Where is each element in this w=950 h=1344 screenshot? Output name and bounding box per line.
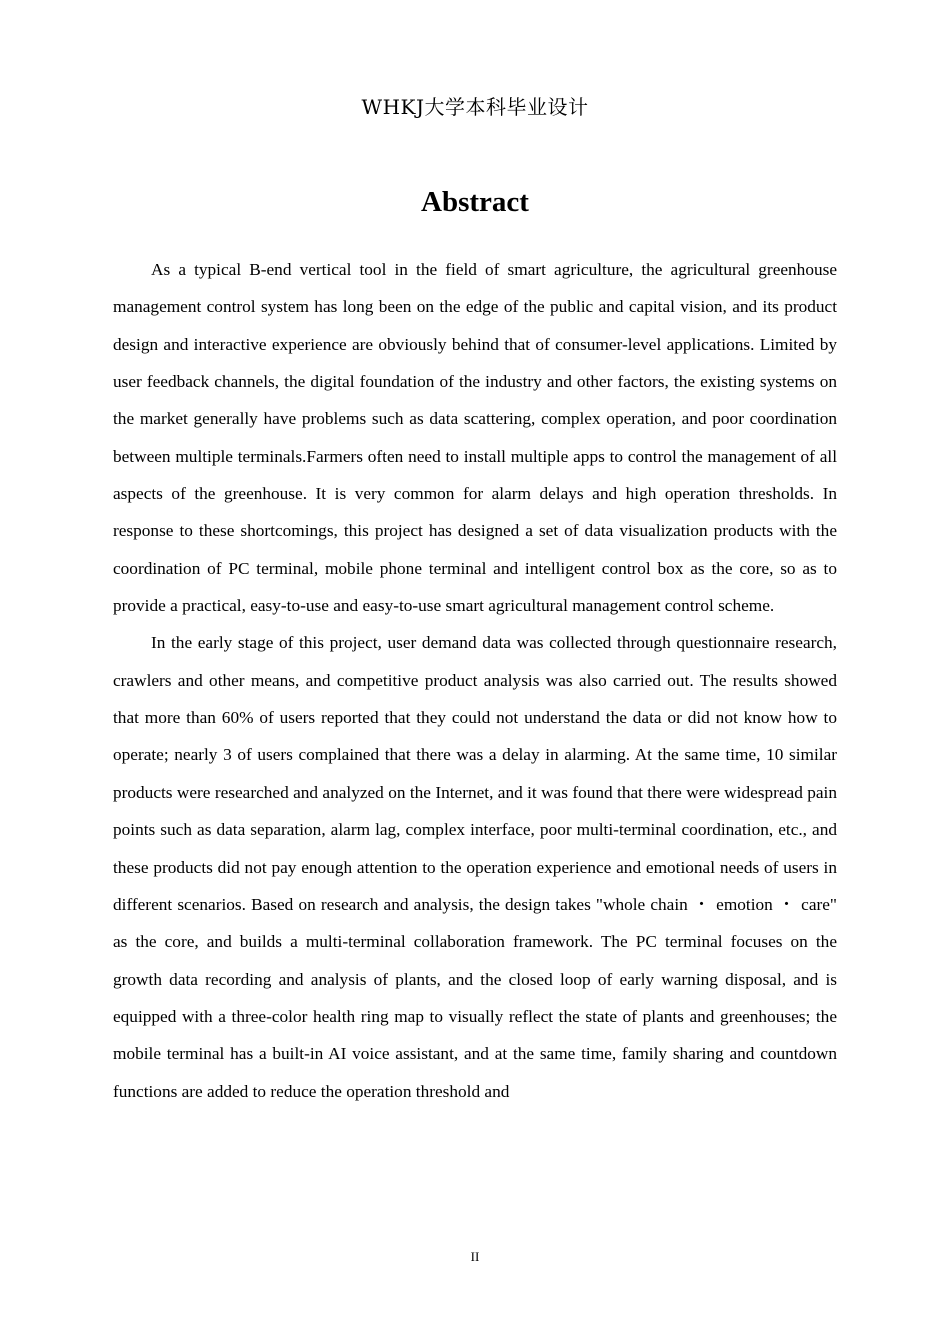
abstract-paragraph-1: As a typical B-end vertical tool in the field of smart agriculture, the agricultural greenhouse management control system has long been on the edge of the public and capital vision, and its product design and interactive experience are obviously behind that of consumer-level applications. Limited by user feedback channels, the digital foundation of the industry and other factors, the existing systems on the market generally have problems such as data scattering, complex operation, and poor coordination between multiple terminals.Farmers often need to install multiple apps to control the management of all aspects of the greenhouse. It is very common for alarm delays and high operation thresholds. In response to these shortcomings, this project has designed a set of data visualization products with the coordination of PC terminal, mobile phone terminal and intelligent control box as the core, so as to provide a practical, easy-to-use and easy-to-use smart agricultural management control scheme. xyxy=(113,260,837,616)
abstract-paragraph-2: In the early stage of this project, user demand data was collected through questionnaire research, crawlers and other means, and competitive product analysis was also carried out. The results showed that more than 60% of users reported that they could not understand the data or did not know how to operate; nearly 3 of users complained that there was a delay in alarming. At the same time, 10 similar products were researched and analyzed on the Internet, and it was found that there were widespread pain points such as data separation, alarm lag, complex interface, poor multi-terminal coordination, etc., and these products did not pay enough attention to the operation experience and emotional needs of users in different scenarios. Based on research and analysis, the design takes "whole chain ・ emotion ・ care" as the core, and builds a multi-terminal collaboration framework. The PC terminal focuses on the growth data recording and analysis of plants, and the closed loop of early warning disposal, and is equipped with a three-color health ring map to visually reflect the state of plants and greenhouses; the mobile terminal has a built-in AI voice assistant, and at the same time, family sharing and countdown functions are added to reduce the operation threshold and xyxy=(113,633,837,1101)
page-number: II xyxy=(470,1249,480,1264)
abstract-body xyxy=(113,251,837,1110)
abstract-title: Abstract xyxy=(421,186,529,218)
running-header: WHKJ大学本科毕业设计 xyxy=(361,95,589,119)
